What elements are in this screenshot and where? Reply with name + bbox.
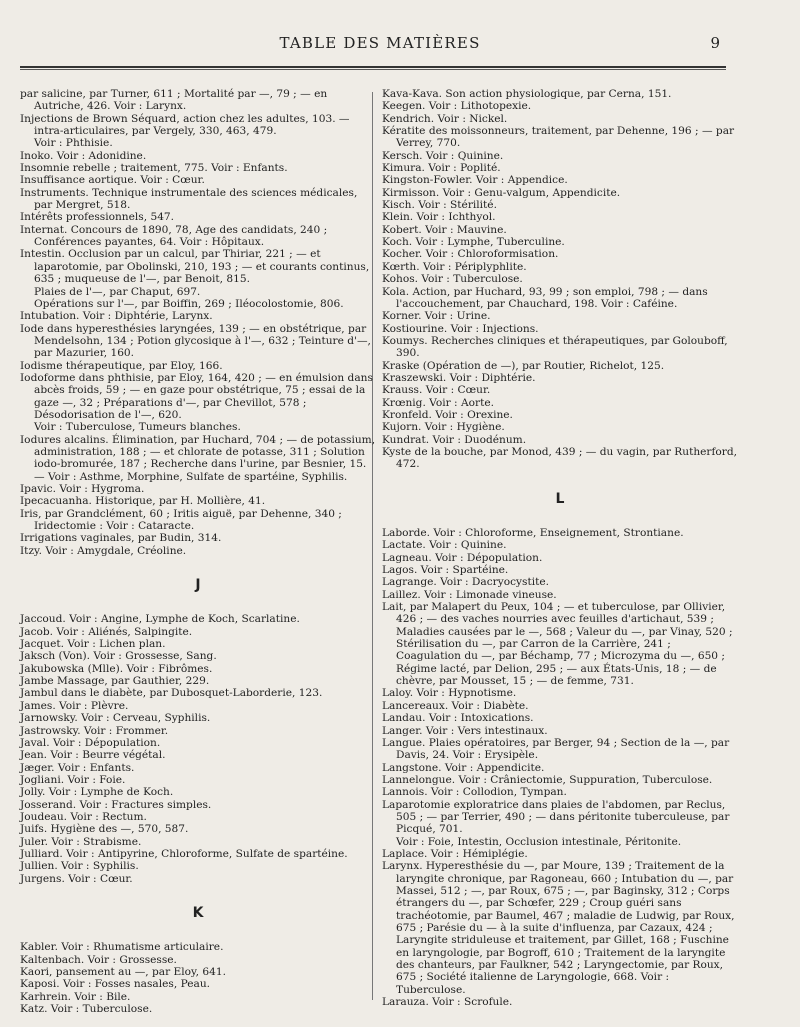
index-entry: Kersch. Voir : Quinine.: [382, 149, 504, 162]
index-entry: Landau. Voir : Intoxications.: [382, 712, 534, 725]
index-entry: Internat. Concours de 1890, 78, Age des candidats, 240 ; Conférences payantes, 64. Voir : Hôpitaux.: [20, 223, 328, 249]
index-entry: Opérations sur l'—, par Boiffin, 269 ; Iléocolostomie, 806.: [34, 297, 344, 310]
index-entry: Lagrange. Voir : Dacryocystite.: [382, 576, 549, 589]
index-entry: Koumys. Recherches cliniques et thérapeutiques, par Golouboff, 390.: [382, 334, 728, 360]
index-entry: Juifs. Hygiène des —, 570, 587.: [20, 823, 189, 836]
index-entry: Lannois. Voir : Collodion, Tympan.: [382, 786, 567, 799]
index-entry: Laplace. Voir : Hémiplégie.: [382, 847, 528, 860]
index-entry: Larynx. Hyperesthésie du —, par Moure, 139 ; Traitement de la laryngite chronique, par Ragoneau, 660 ; Intubation du —, par Massei, 512 ; —, par Roux, 675 ; —, par Baginsky, 312 ; Corps étrangers du —, par Schœfer, 229 ; Croup guéri sans trachéotomie, par Baumel, 467 ; maladie de Ludwig, par Roux, 675 ; Parésie du — à la suite d'influenza, par Cazaux, 424 ; Laryngite striduleuse et traitement, par Gillet, 168 ; Fuschine en laryngologie, par Bogroff, 610 ; Traitement de la laryngite des chanteurs, par Faulkner, 542 ; Laryngectomie, par Roux, 675 ; Société italienne de Laryngologie, 668. Voir : Tuberculose.: [382, 860, 735, 996]
index-entry: Kocher. Voir : Chloroformisation.: [382, 248, 559, 261]
index-entry: Kobert. Voir : Mauvine.: [382, 223, 507, 236]
index-entry: Itzy. Voir : Amygdale, Créoline.: [20, 544, 187, 557]
index-entry: Larauza. Voir : Scrofule.: [382, 996, 513, 1009]
index-entry: Laparotomie exploratrice dans plaies de l'abdomen, par Reclus, 505 ; — par Terrier, 490 ; — dans péritonite tuberculeuse, par Picqué, 701.: [382, 798, 730, 836]
index-entry: James. Voir : Plèvre.: [20, 699, 129, 712]
index-entry: Lagos. Voir : Spartéine.: [382, 564, 509, 577]
index-entry: Irrigations vaginales, par Budin, 314.: [20, 532, 222, 545]
index-entry: Lagneau. Voir : Dépopulation.: [382, 551, 543, 564]
page-title: TABLE DES MATIÈRES: [279, 34, 481, 52]
index-entry: Laloy. Voir : Hypnotisme.: [382, 687, 517, 700]
index-entry: Jacquet. Voir : Lichen plan.: [20, 638, 166, 651]
index-entry: Voir : Phthisie.: [34, 137, 113, 150]
index-entry: Intubation. Voir : Diphtérie, Larynx.: [20, 310, 213, 323]
index-entry: Karhrein. Voir : Bile.: [20, 990, 131, 1003]
index-entry: Iodisme thérapeutique, par Eloy, 166.: [20, 359, 223, 372]
index-entry: Laillez. Voir : Limonade vineuse.: [382, 588, 557, 601]
index-entry: Kendrich. Voir : Nickel.: [382, 112, 508, 125]
index-entry: Krauss. Voir : Cœur.: [382, 384, 491, 397]
header-rule: [20, 66, 726, 70]
index-entry: Keegen. Voir : Lithotopexie.: [382, 100, 532, 113]
index-entry: Jarnowsky. Voir : Cerveau, Syphilis.: [20, 712, 211, 725]
index-entry: Kraszewski. Voir : Diphtérie.: [382, 371, 536, 384]
index-entry: Javal. Voir : Dépopulation.: [20, 736, 161, 749]
index-entry: Kaltenbach. Voir : Grossesse.: [20, 953, 177, 966]
index-entry: Jean. Voir : Beurre végétal.: [20, 749, 166, 762]
index-entry: Plaies de l'—, par Chaput, 697.: [34, 285, 201, 298]
index-entry: Jambul dans le diabète, par Dubosquet-Laborderie, 123.: [20, 687, 323, 700]
index-entry: Ipavic. Voir : Hygroma.: [20, 483, 145, 495]
index-entry: Kingston-Fowler. Voir : Appendice.: [382, 174, 568, 187]
index-entry: Kostiourine. Voir : Injections.: [382, 322, 539, 335]
index-entry: par salicine, par Turner, 611 ; Mortalité par —, 79 ; — en Autriche, 426. Voir : Larynx.: [20, 88, 328, 113]
index-entry: Lancereaux. Voir : Diabète.: [382, 699, 529, 712]
index-entry: Voir : Foie, Intestin, Occlusion intestinale, Péritonite.: [396, 835, 682, 848]
index-entry: Instruments. Technique instrumentale des sciences médicales, par Mergret, 518.: [20, 186, 358, 212]
index-entry: Iode dans hyperesthésies laryngées, 139 ; — en obstétrique, par Mendelsohn, 134 ; Potion glycosique à l'—, 632 ; Teinture d'—, par Mazurier, 160.: [20, 322, 371, 360]
index-entry: Lannelongue. Voir : Crâniectomie, Suppuration, Tuberculose.: [382, 773, 713, 786]
index-entry: Kronfeld. Voir : Orexine.: [382, 408, 513, 421]
index-entry: Insomnie rebelle ; traitement, 775. Voir : Enfants.: [20, 162, 288, 175]
index-entry: Jastrowsky. Voir : Frommer.: [20, 724, 169, 737]
index-entry: Jurgens. Voir : Cœur.: [20, 872, 133, 885]
index-entry: Kimura. Voir : Poplité.: [382, 162, 501, 175]
index-entry: Intestin. Occlusion par un calcul, par Thiriar, 221 ; — et laparotomie, par Obolinski, 210, 193 ; — et courants continus, 635 ; muqueuse de l'—, par Benoit, 815.: [20, 248, 370, 286]
index-entry: Inoko. Voir : Adonidine.: [20, 149, 147, 162]
section-letter: L: [555, 490, 565, 507]
index-entry: Kaposi. Voir : Fosses nasales, Peau.: [20, 978, 211, 991]
index-entry: Kyste de la bouche, par Monod, 439 ; — du vagin, par Rutherford, 472.: [382, 445, 737, 471]
right-column: [382, 88, 738, 1008]
index-entry: Jakubowska (Mlle). Voir : Fibrômes.: [20, 662, 213, 675]
index-entry: Joudeau. Voir : Rectum.: [20, 810, 147, 823]
index-entry: Jogliani. Voir : Foie.: [20, 773, 126, 786]
index-entry: Iodures alcalins. Élimination, par Huchard, 704 ; — de potassium, administration, 188 ; — et chlorate de potasse, 311 ; Solution iodo-bromurée, 187 ; Recherche dans l'urine, par Besnier, 15. — Voir : Asthme, Morphine, Sulfate de spartéine, Syphilis.: [20, 433, 376, 483]
index-entry: Jolly. Voir : Lymphe de Koch.: [20, 786, 174, 799]
index-entry: Kola. Action, par Huchard, 93, 99 ; son emploi, 798 ; — dans l'accouchement, par Chauchard, 198. Voir : Caféine.: [382, 285, 708, 310]
index-entry: Langue. Plaies opératoires, par Berger, 94 ; Section de la —, par Davis, 24. Voir : Erysipèle.: [382, 736, 730, 762]
index-entry: Kœrth. Voir : Périplyphlite.: [382, 260, 527, 273]
section-letter: K: [192, 904, 204, 921]
index-entry: Intérêts professionnels, 547.: [20, 211, 175, 224]
index-entry: Jambe Massage, par Gauthier, 229.: [20, 675, 210, 688]
index-entry: Jacob. Voir : Aliénés, Salpingite.: [20, 625, 193, 638]
index-entry: Ipecacuanha. Historique, par H. Mollière, 41.: [20, 495, 266, 508]
page-header: [40, 34, 720, 56]
index-entry: Insuffisance aortique. Voir : Cœur.: [20, 174, 205, 187]
page-number: 9: [710, 34, 720, 52]
index-entry: Klein. Voir : Ichthyol.: [382, 211, 496, 224]
index-entry: Julliard. Voir : Antipyrine, Chloroforme, Sulfate de spartéine.: [20, 847, 348, 860]
index-entry: Langstone. Voir : Appendicite.: [382, 761, 545, 774]
index-entry: Iodoforme dans phthisie, par Eloy, 164, 420 ; — en émulsion dans abcès froids, 59 ; — en gaze pour obstétrique, 75 ; essai de la gaze —, 32 ; Préparations d'—, par Chevillot, 578 ; Désodorisation de l'—, 620.: [20, 371, 373, 421]
index-entry: Jæger. Voir : Enfants.: [20, 761, 135, 774]
index-entry: Laborde. Voir : Chloroforme, Enseignement, Strontiane.: [382, 527, 684, 539]
index-entry: Kabler. Voir : Rhumatisme articulaire.: [20, 941, 224, 954]
index-entry: Kujorn. Voir : Hygiène.: [382, 421, 505, 434]
index-entry: Korner. Voir : Urine.: [382, 310, 491, 323]
index-entry: Koch. Voir : Lymphe, Tuberculine.: [382, 236, 565, 249]
index-entry: Kirmisson. Voir : Genu-valgum, Appendicite.: [382, 186, 621, 199]
index-entry: Lait, par Malapert du Peux, 104 ; — et tuberculose, par Ollivier, 426 ; — des vaches nourries avec feuilles d'artichaut, 539 ; Maladies causées par le —, 568 ; Valeur du —, par Vinay, 520 ; Stérilisation du —, par Carron de la Carrière, 241 ; Coagulation du —, par Béchamp, 77 ; Microzyma du —, 650 ; Régime lacté, par Delion, 295 ; — aux États-Unis, 18 ; — de chèvre, par Mousset, 15 ; — de femme, 731.: [382, 601, 733, 688]
index-entry: Injections de Brown Séquard, action chez les adultes, 103. — intra-articulaires, par Vergely, 330, 463, 479.: [20, 112, 350, 138]
index-entry: Juler. Voir : Strabisme.: [20, 835, 142, 848]
left-column: [20, 88, 376, 1015]
index-entry: Katz. Voir : Tuberculose.: [20, 1003, 153, 1016]
index-entry: Jullien. Voir : Syphilis.: [20, 860, 139, 873]
section-letter: J: [195, 577, 201, 594]
index-entry: Kundrat. Voir : Duodénum.: [382, 433, 527, 446]
index-entry: Kava-Kava. Son action physiologique, par Cerna, 151.: [382, 88, 672, 100]
index-entry: Josserand. Voir : Fractures simples.: [20, 798, 212, 811]
index-entry: Iris, par Grandclément, 60 ; Iritis aiguë, par Dehenne, 340 ; Iridectomie : Voir : Cataracte.: [20, 507, 342, 533]
index-entry: Kraske (Opération de —), par Routier, Richelot, 125.: [382, 359, 665, 372]
index-entry: Krœnig. Voir : Aorte.: [382, 396, 494, 409]
index-entry: Kohos. Voir : Tuberculose.: [382, 273, 523, 286]
index-entry: Kératite des moissonneurs, traitement, par Dehenne, 196 ; — par Verrey, 770.: [382, 125, 735, 150]
index-entry: Lactate. Voir : Quinine.: [382, 539, 507, 552]
index-entry: Voir : Tuberculose, Tumeurs blanches.: [34, 421, 241, 434]
index-entry: Jaksch (Von). Voir : Grossesse, Sang.: [20, 650, 217, 663]
index-entry: Kaori, pansement au —, par Eloy, 641.: [20, 966, 226, 978]
index-entry: Jaccoud. Voir : Angine, Lymphe de Koch, Scarlatine.: [20, 613, 300, 626]
index-entry: Langer. Voir : Vers intestinaux.: [382, 724, 548, 737]
index-entry: Kisch. Voir : Stérilité.: [382, 199, 497, 212]
